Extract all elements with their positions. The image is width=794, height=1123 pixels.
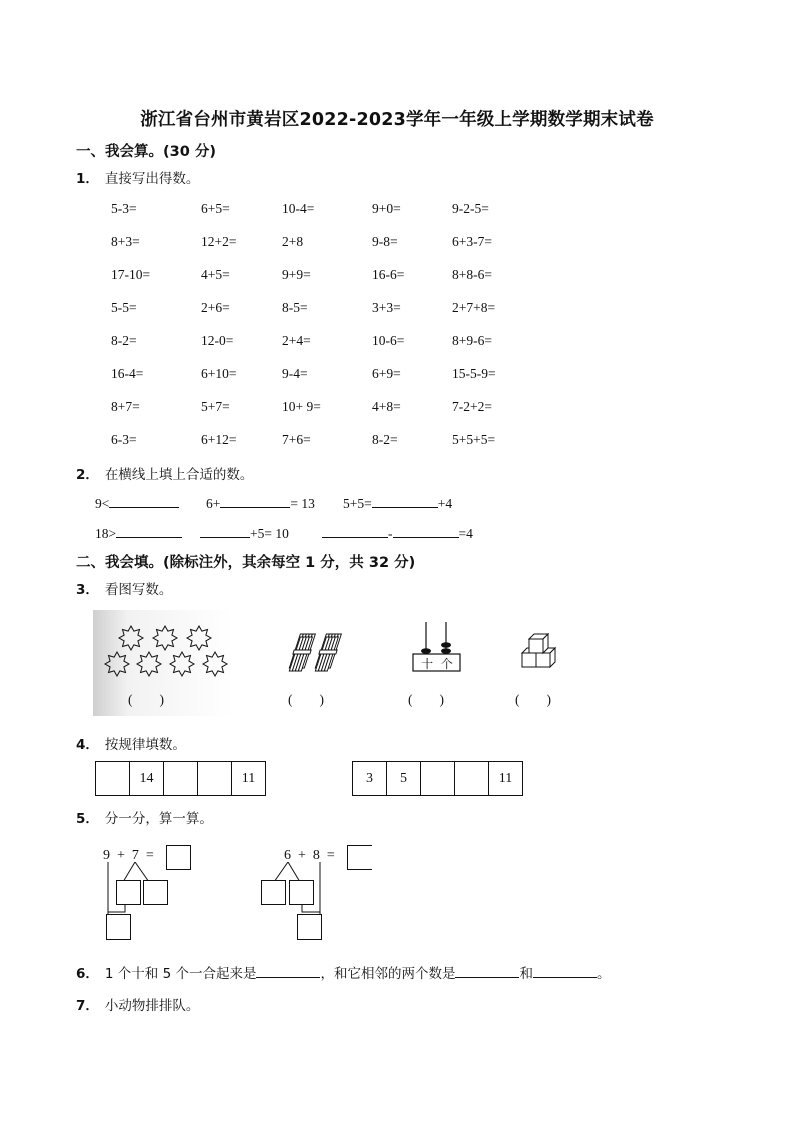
fill-row-2c (322, 526, 473, 542)
question-text: 分一分，算一算。 (104, 811, 213, 827)
answer-blank[interactable] (109, 496, 179, 508)
calc-item: 7+6= (282, 432, 311, 447)
question-text: 小动物排排队。 (104, 998, 200, 1014)
calc-item: 16-4= (111, 366, 144, 381)
fill-text: 6+ (206, 496, 221, 511)
fill-text: 9< (95, 496, 110, 511)
answer-blank[interactable] (200, 526, 250, 538)
calc-item: 6+9= (372, 366, 401, 381)
stick-bundles-picture (285, 630, 351, 674)
calc-item: 5-5= (111, 300, 137, 315)
answer-box[interactable] (347, 845, 372, 870)
question-text: 1 个十和 5 个一合起来是 (104, 966, 257, 982)
section-1-heading: 一、我会算。(30 分) (76, 144, 216, 160)
fill-text: = 13 (290, 496, 315, 511)
question-number: 1． (76, 171, 99, 187)
cubes-picture (520, 632, 564, 672)
answer-box[interactable] (116, 880, 141, 905)
abacus-picture (412, 620, 462, 672)
question-number: 4． (76, 737, 99, 753)
answer-blank[interactable] (455, 966, 519, 978)
question-text: 在横线上填上合适的数。 (104, 467, 254, 483)
calc-item: 5-3= (111, 201, 137, 216)
question-number: 3． (76, 582, 99, 598)
calc-item: 16-6= (372, 267, 405, 282)
answer-box[interactable] (106, 914, 131, 940)
fill-row-2b (200, 526, 289, 542)
question-7 (76, 994, 199, 1014)
question-number: 7． (76, 998, 99, 1014)
fill-row-1c (343, 496, 452, 512)
answer-blank[interactable] (322, 526, 388, 538)
answer-box[interactable] (166, 845, 191, 870)
question-text: 和 (519, 966, 533, 982)
calc-item: 12-0= (201, 333, 234, 348)
calc-item: 2+4= (282, 333, 311, 348)
question-1 (76, 167, 199, 187)
calc-item: 6+5= (201, 201, 230, 216)
sequence-cell[interactable] (198, 762, 232, 796)
calc-item: 8+8-6= (452, 267, 492, 282)
sequence-cell: 14 (130, 762, 164, 796)
fill-text: =4 (458, 526, 473, 541)
question-2 (76, 463, 253, 483)
answer-box[interactable] (289, 880, 314, 905)
fill-row-1 (95, 496, 179, 512)
question-text: ，和它相邻的两个数是 (320, 966, 456, 982)
calc-item: 10-4= (282, 201, 315, 216)
question-number: 5． (76, 811, 99, 827)
fill-text: +4 (437, 496, 453, 511)
calc-item: 2+7+8= (452, 300, 496, 315)
answer-blank[interactable] (220, 496, 290, 508)
answer-box[interactable] (261, 880, 286, 905)
sequence-1 (95, 761, 266, 796)
calc-item: 4+5= (201, 267, 230, 282)
calc-item: 8-5= (282, 300, 308, 315)
answer-paren-3[interactable]: ( ) (408, 692, 444, 707)
fill-text: 5+5= (343, 496, 372, 511)
calc-item: 8+9-6= (452, 333, 492, 348)
fill-text: - (388, 526, 393, 541)
calc-item: 3+3= (372, 300, 401, 315)
question-text: 看图写数。 (104, 582, 173, 598)
question-3 (76, 578, 172, 598)
calc-item: 4+8= (372, 399, 401, 414)
calc-item: 8-2= (111, 333, 137, 348)
calc-item: 5+5+5= (452, 432, 496, 447)
question-number: 2． (76, 467, 99, 483)
calc-item: 9-4= (282, 366, 308, 381)
sequence-cell[interactable] (421, 762, 455, 796)
sequence-cell: 3 (353, 762, 387, 796)
split-equation-2: 6 + 8 = (284, 848, 335, 863)
sequence-cell: 11 (489, 762, 523, 796)
calc-item: 17-10= (111, 267, 151, 282)
calc-item: 6+10= (201, 366, 237, 381)
calc-item: 2+6= (201, 300, 230, 315)
calc-item: 15-5-9= (452, 366, 496, 381)
calc-item: 8-2= (372, 432, 398, 447)
calc-item: 5+7= (201, 399, 230, 414)
question-number: 6． (76, 966, 99, 982)
sequence-cell: 5 (387, 762, 421, 796)
calc-item: 8+7= (111, 399, 140, 414)
calc-item: 6-3= (111, 432, 137, 447)
calc-item: 2+8 (282, 234, 304, 249)
calc-item: 10+ 9= (282, 399, 321, 414)
calc-item: 7-2+2= (452, 399, 492, 414)
question-6 (76, 962, 610, 982)
question-4 (76, 733, 186, 753)
page-title: 浙江省台州市黄岩区2022-2023学年一年级上学期数学期末试卷 (140, 110, 654, 130)
question-text: 直接写出得数。 (104, 171, 200, 187)
answer-blank[interactable] (393, 526, 459, 538)
answer-blank[interactable] (372, 496, 438, 508)
answer-blank[interactable] (256, 966, 320, 978)
calc-item: 6+12= (201, 432, 237, 447)
answer-box[interactable] (297, 914, 322, 940)
sequence-cell[interactable] (96, 762, 130, 796)
answer-blank[interactable] (116, 526, 182, 538)
abacus-label: 十 个 (421, 657, 453, 671)
sequence-cell[interactable] (164, 762, 198, 796)
calc-item: 9-8= (372, 234, 398, 249)
calc-item: 6+3-7= (452, 234, 492, 249)
calc-item: 9+0= (372, 201, 401, 216)
calc-item: 12+2= (201, 234, 237, 249)
fill-text: 18> (95, 526, 117, 541)
question-5 (76, 807, 213, 827)
answer-paren-2[interactable]: ( ) (288, 692, 324, 707)
split-equation-1: 9 + 7 = (103, 848, 154, 863)
question-text: 按规律填数。 (104, 737, 186, 753)
sequence-2 (352, 761, 523, 796)
fill-row-1b (206, 496, 315, 512)
calc-item: 10-6= (372, 333, 405, 348)
calc-item: 8+3= (111, 234, 140, 249)
answer-blank[interactable] (533, 966, 597, 978)
calc-item: 9+9= (282, 267, 311, 282)
question-text: 。 (596, 966, 611, 982)
section-2-heading: 二、我会填。(除标注外，其余每空 1 分，共 32 分) (76, 555, 416, 571)
answer-paren-4[interactable]: ( ) (515, 692, 551, 707)
fill-text: +5= 10 (250, 526, 289, 541)
fill-row-2 (95, 526, 182, 542)
answer-paren-1[interactable]: ( ) (128, 692, 164, 707)
answer-box[interactable] (143, 880, 168, 905)
sequence-cell[interactable] (455, 762, 489, 796)
sequence-cell: 11 (232, 762, 266, 796)
calc-item: 9-2-5= (452, 201, 489, 216)
